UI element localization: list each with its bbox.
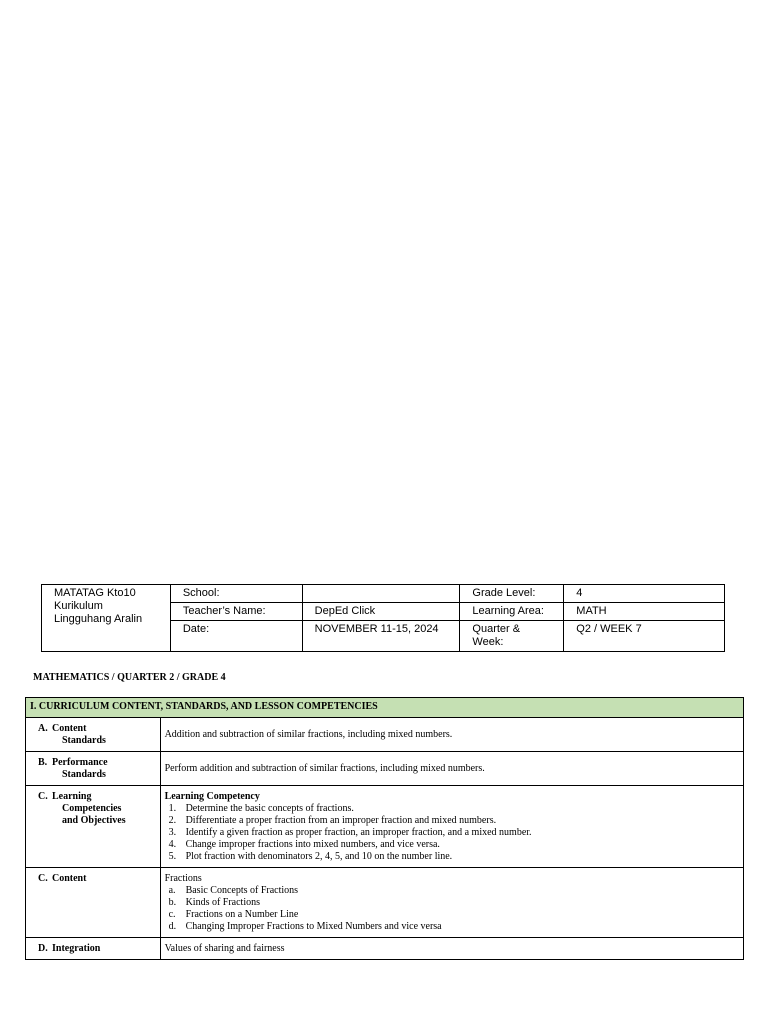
teacher-name-value: DepEd Click [302,603,460,621]
list-item-number: 5. [168,851,177,862]
list-item-letter: d. [168,921,177,932]
list-item-text: Fractions on a Number Line [185,909,299,920]
program-cell [42,585,171,652]
quarter-week-label-line2: Week: [472,636,504,648]
date-value: NOVEMBER 11-15, 2024 [302,621,460,652]
list-item-text: Differentiate a proper fraction from an improper fraction and mixed numbers. [185,815,497,826]
section-header-row [26,698,744,718]
learning-competencies-label-line2: Competencies [62,803,122,814]
list-item-number: 4. [168,839,177,850]
school-label: School: [170,585,302,603]
header-row-school [42,585,725,603]
integration-letter: D. [38,943,48,954]
subject-heading: MATHEMATICS / QUARTER 2 / GRADE 4 [33,672,226,683]
learning-competencies-value [160,786,743,868]
list-item [165,885,739,897]
performance-standards-row [26,752,744,786]
list-item-number: 2. [168,815,177,826]
performance-standards-value: Perform addition and subtraction of similar fractions, including mixed numbers. [160,752,743,786]
content-heading: Fractions [164,873,202,884]
list-item [165,909,739,921]
list-item [165,897,739,909]
content-label [26,868,161,938]
list-item-letter: a. [168,885,176,896]
quarter-week-value: Q2 / WEEK 7 [564,621,725,652]
list-item-text: Basic Concepts of Fractions [185,885,299,896]
program-subtitle-2: Lingguhang Aralin [54,613,143,625]
teacher-name-label: Teacher’s Name: [170,603,302,621]
integration-label-text: Integration [52,943,101,954]
learning-competencies-letter: C. [38,791,48,802]
grade-level-value: 4 [564,585,725,603]
school-value [302,585,460,603]
integration-label [26,938,161,960]
content-letter: C. [38,873,48,884]
list-item-text: Plot fraction with denominators 2, 4, 5, and 10 on the number line. [185,851,453,862]
content-standards-label [26,718,161,752]
list-item [165,803,739,815]
list-item-letter: b. [168,897,177,908]
list-item-text: Changing Improper Fractions to Mixed Numbers and vice versa [185,921,442,932]
list-item-letter: c. [168,909,176,920]
quarter-week-label [460,621,564,652]
list-item-text: Identify a given fraction as proper fraction, an improper fraction, and a mixed number. [185,827,532,838]
content-label-text: Content [52,873,87,884]
content-standards-value: Addition and subtraction of similar fractions, including mixed numbers. [160,718,743,752]
list-item-text: Determine the basic concepts of fractions. [185,803,354,814]
performance-standards-label [26,752,161,786]
content-standards-letter: A. [38,723,48,734]
content-row [26,868,744,938]
program-subtitle: Kurikulum [54,600,103,612]
grade-level-label: Grade Level: [460,585,564,603]
section-title: I. CURRICULUM CONTENT, STANDARDS, AND LESSON COMPETENCIES [26,698,744,718]
learning-competency-heading: Learning Competency [164,791,260,802]
integration-row [26,938,744,960]
competency-list [165,803,739,863]
learning-competencies-row [26,786,744,868]
curriculum-table [25,697,744,960]
list-item-text: Kinds of Fractions [185,897,261,908]
list-item-number: 1. [168,803,177,814]
content-standards-row [26,718,744,752]
content-value [160,868,743,938]
list-item-text: Change improper fractions into mixed numbers, and vice versa. [185,839,440,850]
performance-standards-label-line2: Standards [62,769,106,780]
list-item [165,815,739,827]
list-item [165,921,739,933]
learning-competencies-label-line3: and Objectives [62,815,126,826]
lesson-header-table [41,584,725,652]
content-standards-label-line1: Content [52,723,87,734]
quarter-week-label-line1: Quarter & [472,623,521,635]
integration-value: Values of sharing and fairness [160,938,743,960]
performance-standards-label-line1: Performance [52,757,108,768]
list-item [165,851,739,863]
content-list [165,885,739,933]
learning-area-label: Learning Area: [460,603,564,621]
list-item [165,827,739,839]
program-title: MATATAG Kto10 [54,587,136,599]
list-item [165,839,739,851]
learning-competencies-label [26,786,161,868]
performance-standards-letter: B. [38,757,48,768]
learning-area-value: MATH [564,603,725,621]
content-standards-label-line2: Standards [62,735,106,746]
learning-competencies-label-line1: Learning [52,791,92,802]
list-item-number: 3. [168,827,177,838]
date-label: Date: [170,621,302,652]
